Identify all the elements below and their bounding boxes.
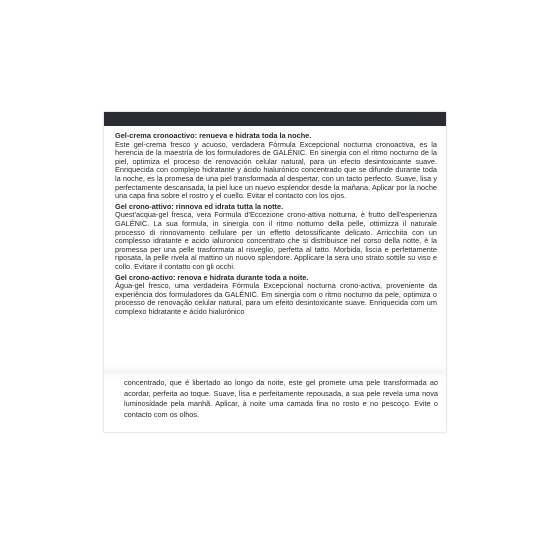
section-text-it: Quest'acqua-gel fresca, vera Formula d'Eccezione crono-attiva notturna, è frutto dell'esperienza GALÉNIC. La sua formula, in sinergia con il ritmo notturno della pelle, ottimizza il naturale processo di rinnovamento cellulare per un effetto detossificante delicato. Arricchita con un complesso idratante e acido ialuronico concentrato che si distribuisce nel corso della notte, è la promessa per una pelle trasformata al risveglio, perfetta al tatto. Morbida, liscia e perfettamente riposata, la pelle rivela al mattino un nuovo splendore. Applicare la sera uno strato sottile su viso e collo. Evitare il contatto con gli occhi. bbox=[115, 210, 437, 271]
section-heading-pt: Gel crono-activo: renova e hidrata durante toda a noite. bbox=[115, 272, 309, 282]
continuation-text-pt: concentrado, que é libertado ao longo da noite, este gel promete uma pele transformada ao acordar, perfeita ao toque. Suave, lisa e perfeitamente repousada, a sua pele revela uma nova luminosidade pela manhã. Aplicar, à noite uma camada fina no rosto e no pescoço. Evite o contacto com os olhos. bbox=[124, 378, 438, 419]
product-info-panel bbox=[104, 112, 446, 432]
section-heading-it: Gel crono-attivo: rinnova ed idrata tutta la notte. bbox=[115, 201, 284, 211]
section-text-pt: Água-gel fresco, uma verdadeira Fórmula Excepcional nocturna crono-activa, proveniente da experiência dos formuladores da GALÉNIC. Em sinergia com o ritmo nocturno da pele, optimiza o processo de renovação celular natural, para um efeito desintoxicante suave. Enriquecida com um complexo hidratante e ácido hialurónico bbox=[115, 281, 437, 316]
top-dark-band bbox=[104, 112, 446, 126]
section-spanish bbox=[115, 132, 437, 201]
section-italian bbox=[115, 203, 437, 272]
section-portuguese bbox=[115, 274, 437, 317]
instructions-content bbox=[115, 132, 437, 318]
section-text-es: Este gel-crema fresco y acuoso, verdadera Fórmula Excepcional nocturna cronoactiva, es la herencia de la maestría de los formuladores de GALÉNIC. En sinergia con el ritmo nocturno de la piel, optimiza el proceso de renovación celular natural, para un efecto desintoxicante suave. Enriquecida con complejo hidratante y ácido hialurónico concentrado que se difunde durante toda la noche, es la promesa de una piel transformada al despertar, con un tacto perfecto. Suave, lisa y perfectamente descansada, la piel luce un nuevo esplendor desde la mañana. Aplicar por la noche una capa fina sobre el rostro y el cuello. Evitar el contacto con los ojos. bbox=[115, 139, 437, 201]
fold-crease bbox=[104, 366, 446, 378]
section-heading-es: Gel-crema cronoactivo: renueva e hidrata toda la noche. bbox=[115, 131, 312, 140]
